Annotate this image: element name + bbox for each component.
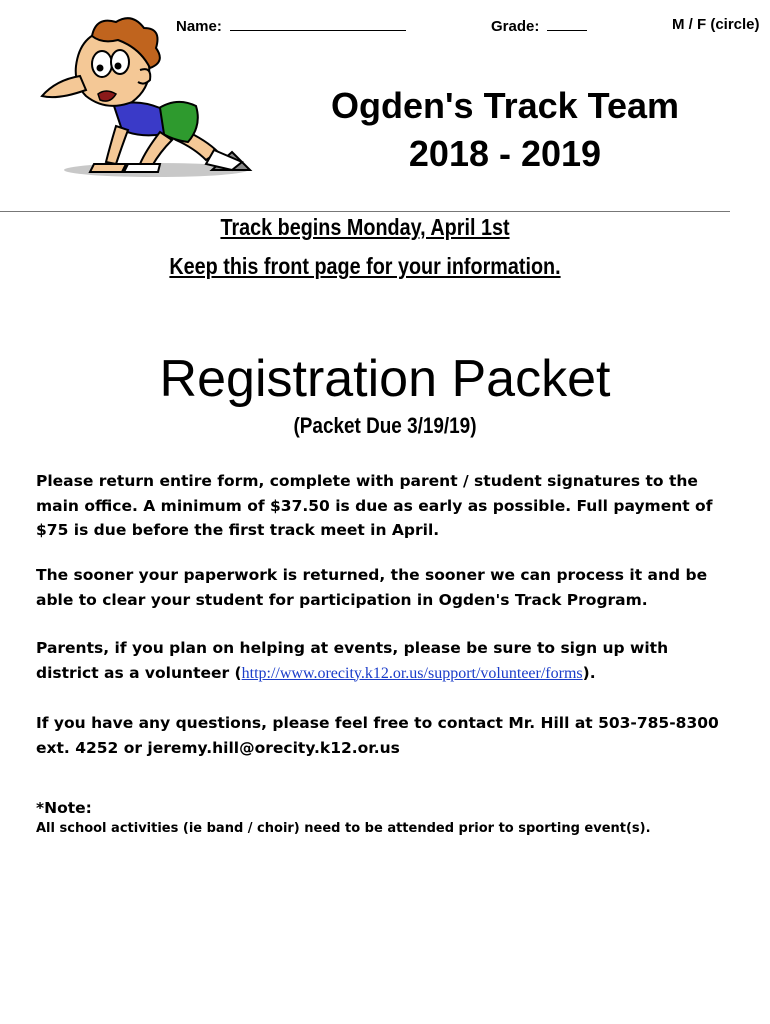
name-label: Name: (176, 18, 222, 35)
team-title-season: 2018 - 2019 (408, 133, 602, 174)
note-text: All school activities (ie band / choir) need to be attended prior to sporting event(s). (36, 821, 651, 836)
volunteer-paragraph (36, 636, 736, 686)
note-label: *Note: (36, 799, 92, 817)
grade-field (491, 16, 587, 35)
team-title (250, 82, 760, 178)
grade-blank (547, 16, 587, 31)
gender-label: M / F (circle) (672, 16, 760, 33)
team-title-line1: Ogden's Track Team (330, 85, 680, 126)
volunteer-text: Parents, if you plan on helping at events, please be sure to sign up with district as a volunteer ( (36, 639, 669, 682)
packet-due-date: (Packet Due 3/19/19) (293, 413, 477, 438)
runner-clipart-icon (36, 14, 256, 180)
volunteer-forms-link[interactable]: http://www.orecity.k12.or.us/support/volunteer/forms (241, 664, 583, 682)
name-blank (230, 16, 406, 31)
grade-label: Grade: (491, 18, 540, 35)
contact-paragraph: If you have any questions, please feel free to contact Mr. Hill at 503-785-8300 ext. 4252 or jeremy.hill@orecity.k12.or.us (36, 714, 719, 757)
return-form-paragraph: Please return entire form, complete with parent / student signatures to the main office. A minimum of $37.50 is due as early as possible. Full payment of $75 is due before the first track meet in April. (36, 472, 713, 539)
volunteer-text-end: ). (582, 663, 596, 682)
registration-packet-title: Registration Packet (159, 350, 611, 408)
header-divider (0, 211, 730, 212)
keep-page-notice: Keep this front page for your information. (169, 253, 561, 279)
track-start-notice: Track begins Monday, April 1st (220, 214, 510, 240)
paperwork-paragraph: The sooner your paperwork is returned, the sooner we can process it and be able to clear your student for participation in Ogden's Track Program. (36, 566, 708, 609)
